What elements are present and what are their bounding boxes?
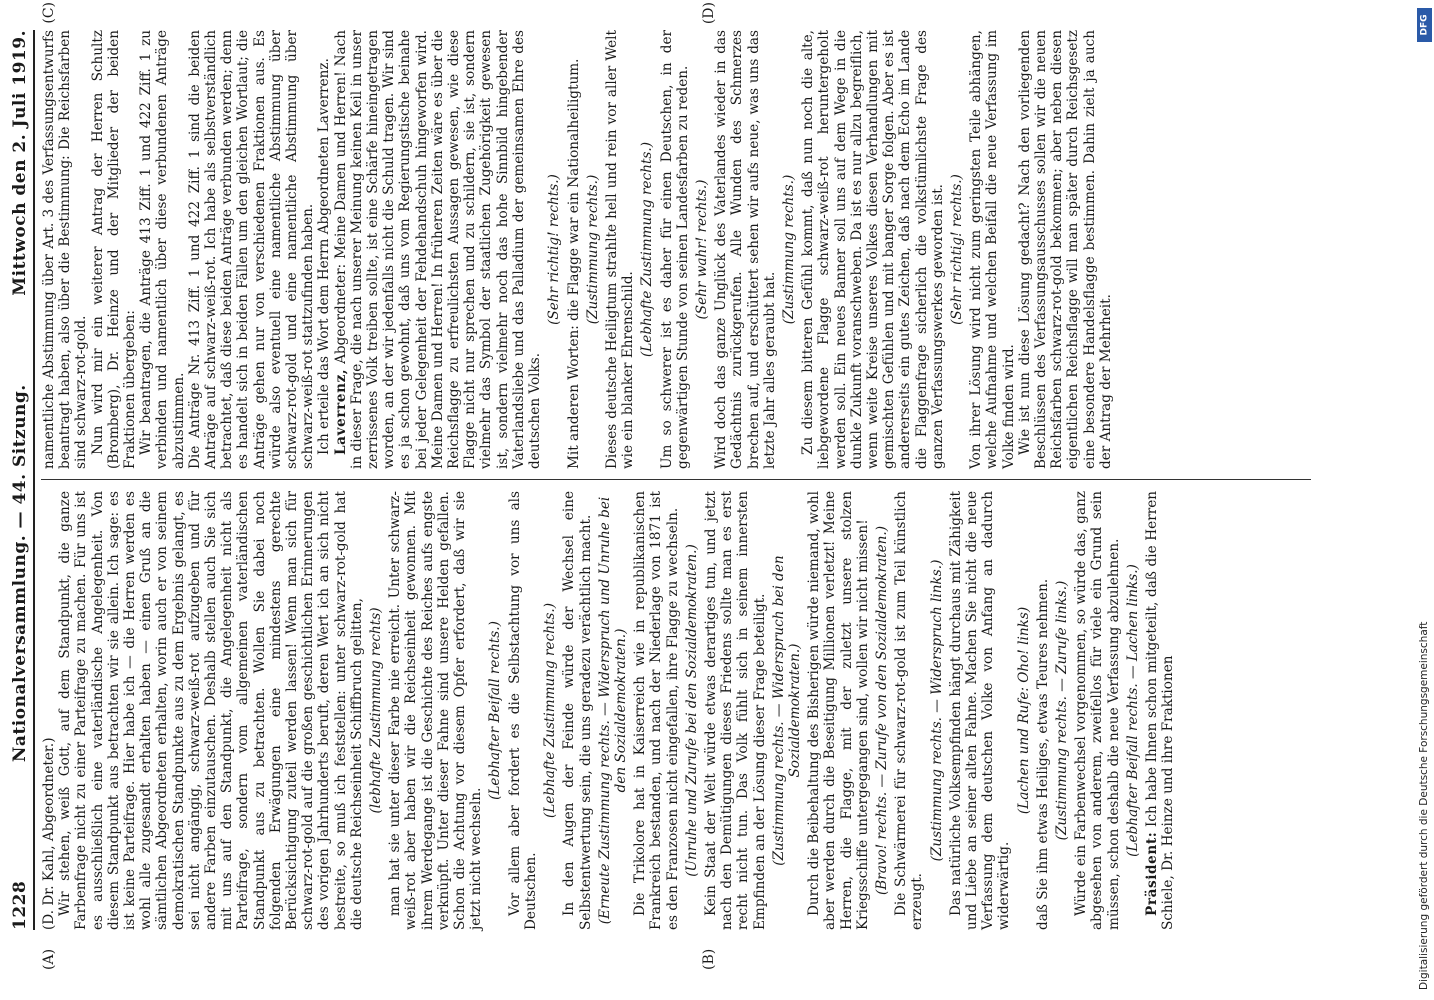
reaction: (Sehr richtig! rechts.) (948, 174, 965, 325)
paragraph: Die Trikolore hat in Kaiserreich wie in republikanischen Frankreich bestanden, und nach der Niederlage von 1871 ist es den Franzosen nicht eingefallen, ihre Flagge zu wechseln. (632, 491, 681, 930)
speaker-name: Präsident: (1144, 831, 1160, 916)
header-title-left: Nationalversammlung. — 44. Sitzung. (10, 384, 30, 763)
dfg-logo: DFG (1417, 8, 1432, 42)
speech-text: Ich habe Ihnen schon mitgeteilt, daß die Herren Schiele, Dr. Heinze und ihre Fraktionen (1144, 491, 1177, 930)
reaction: (Lebhafter Beifall rechts. — Lachen links.) (1124, 564, 1141, 857)
paragraph: Dieses deutsche Heiligtum strahlte hell und rein vor aller Welt wie ein blanker Ehrenschild. (603, 30, 637, 469)
paragraph: Zu diesem bitteren Gefühl kommt, daß nun noch die alte, liebgewordene Flagge schwarz-weiß-rot heruntergeholt werden soll. Ein neues Banner soll uns auf dem Wege in die dunkle Zukunft voranschweben. Da ist es nur allzu begreiflich, wenn weite Kreise unseres Volkes diesen Verhandlungen mit gemischten Gefühlen und mit banger Sorge folgen. Aber es ist andererseits ein gutes Zeichen, daß nach dem Echo im Lande die Flaggenfrage sicherlich die volkstümlichste Frage des ganzen Verfassungswerkes geworden ist. (800, 30, 946, 469)
reaction: (Lebhafte Zustimmung rechts.) (542, 602, 559, 819)
speaker-name: Laverrenz, (332, 368, 349, 455)
paragraph: Würde ein Farbenwechsel vorgenommen, so würde das, ganz abgesehen von anderem, zweifellos für viele ein Grund sein müssen, schon deshalb die neue Verfassung abzulehnen. (1073, 491, 1122, 930)
column-divider (41, 479, 1311, 480)
left-column (41, 491, 1311, 930)
paragraph-laverrenz (333, 30, 544, 469)
margin-marker-c: (C) (41, 2, 57, 24)
margin-marker-a: (A) (41, 948, 57, 970)
reaction: (Unruhe und Zurufe bei den Sozialdemokraten.) (683, 544, 700, 877)
paragraph: In den Augen der Feinde würde der Wechsel eine Selbstentwertung sein, die uns geradezu verächtlich macht. (561, 491, 594, 930)
reaction: (Zustimmung rechts.) (584, 174, 601, 325)
reaction: (Zustimmung rechts. — Zurufe links.) (1053, 580, 1070, 841)
paragraph: Mit anderen Worten: die Flagge war ein Nationalheiligtum. (565, 58, 582, 469)
paragraph: man hat sie unter dieser Farbe nie erreicht. Unter schwarz-weiß-rot aber haben wir die Reichseinheit gewonnen. Mit ihrem Werdegange ist die Geschichte des Reiches aufs engste verknüpft. Unter dieser Fahne sind unsere Helden gefallen. Schon die Achtung vor diesem Opfer erfordert, daß wir sie jetzt nicht wechseln. (387, 491, 485, 930)
paragraph: daß Sie ihm etwas Heiliges, etwas Teures nehmen. (1034, 578, 1051, 930)
reaction: (Erneute Zustimmung rechts. — Widerspruch und Unruhe bei den Sozialdemokraten.) (596, 496, 629, 925)
paragraph: Vor allem aber fordert es die Selbstachtung vor uns als Deutschen. (506, 491, 539, 930)
reaction: (Zustimmung rechts. — Widerspruch links.) (928, 559, 945, 862)
header-title-right: Mittwoch den 2. Juli 1919. (10, 30, 30, 296)
paragraph: Von ihrer Lösung wird nicht zum geringsten Teile abhängen, welche Aufnahme und welchen Beifall die neue Verfassung im Volke finden wird. (968, 30, 1017, 469)
reaction: (Sehr wahr! rechts.) (693, 179, 710, 320)
paragraph: namentliche Abstimmung über Art. 3 des Verfassungsentwurfs beantragt haben, also über die Bestimmung: Die Reichsfarben sind schwarz-rot-gold. (41, 30, 90, 469)
reaction: (Zustimmung rechts. — Widerspruch bei den Sozialdemokraten.) (770, 555, 803, 866)
paragraph-president (1144, 491, 1176, 930)
page-header (10, 30, 35, 930)
paragraph: Das natürliche Volksempfinden hängt durchaus mit Zähigkeit und Liebe an seiner alten Fahne. Machen Sie nicht die neue Verfassung dem deutschen Volke von Anfang an dadurch widerwärtig. (947, 491, 1013, 930)
page-number: 1228 (10, 880, 30, 930)
paragraph: Wird doch das ganze Unglück des Vaterlandes wieder in das Gedächtnis zurückgerufen. Alle Wunden des Schmerzes brechen auf, und erschüttert sehen wir aufs neue, was uns das letzte Jahr alles geraubt hat. (713, 30, 778, 469)
paragraph: Wir stehen, weiß Gott, auf dem Standpunkt, die ganze Farbenfrage nicht zu einer Parteifrage zu machen. Für uns ist es ausschließlich eine vaterländische Angelegenheit. Von diesem Standpunkt aus betrachten wir sie allein. Ich sage: es ist keine Parteifrage. Hier habe ich — die Herren werden es wohl alle zugesandt erhalten haben — einen Gruß an die sämtlichen Abgeordneten erhalten, worin auch er von seinem demokratischen Standpunkte aus zu dem Ergebnis gelangt, es sei nicht angängig, schwarz-weiß-rot aufzugeben und für andere Farben einzutauschen. Deshalb stellen auch Sie sich mit uns auf den Standpunkt, die Angelegenheit nicht als Parteifrage, sondern vom allgemeinen vaterländischen Standpunkt aus zu betrachten. Wollen Sie dabei noch folgenden Erwägungen eine mindestens gerechte Berücksichtigung zuteil werden lassen! Wenn man sich für schwarz-rot-gold auf die großen geschichtlichen Erinnerungen des vorigen Jahrhunderts beruft, deren Wert ich an sich nicht bestreite, so muß ich feststellen: unter schwarz-rot-gold hat die deutsche Reichseinheit Schiffbruch gelitten, (57, 491, 365, 930)
margin-marker-d: (D) (701, 2, 717, 25)
reaction: (lebhafte Zustimmung rechts) (368, 607, 385, 814)
paragraph: Durch die Beibehaltung des Bisherigen würde niemand, wohl aber werden durch die Beseitigung Millionen verletzt! Meine Herren, die Flagge, mit der zuletzt unsere stolzen Kriegsschiffe untergegangen sind, wollen wir nicht missen! (806, 491, 871, 930)
speaker-ref: (D. Dr. Kahl, Abgeordneter.) (41, 737, 57, 930)
paragraph: Die Schwärmerei für schwarz-rot-gold ist zum Teil künstlich erzeugt. (893, 491, 926, 930)
paragraph: Kein Staat der Welt würde etwas derartiges tun, und jetzt nach den Demütigungen dieses Friedens sollte man es erst recht nicht tun. Das Volk fühlt sich in seinem innersten Empfinden an der Lösung dieser Frage beteiligt. (702, 491, 768, 930)
margin-marker-b: (B) (701, 948, 717, 970)
reaction: (Sehr richtig! rechts.) (546, 174, 563, 325)
paragraph: Um so schwerer ist es daher für einen Deutschen, in der gegenwärtigen Stunde von seinen Landesfarben zu reden. (658, 30, 691, 469)
speech-text: Abgeordneter: Meine Damen und Herren! Nach in dieser Frage, die nach unserer Meinung keinen Keil in unser zerrissenes Volk treiben sollte, ist eine Schärfe hineingetragen worden, an der wir jedenfalls nicht die Schuld tragen. Wir sind es ja schon gewohnt, daß uns vom Regierungstische beinahe bei jeder Gelegenheit der Fehdehandschuh hingeworfen wird. Meine Damen und Herren! In früheren Zeiten wäre es über die Reichsflagge zu erfreulichsten Aussagen gewesen, wie diese Flagge nicht nur sprechen und zu schildern, sie ist, sondern vielmehr das Symbol der staatlichen Zugehörigkeit gewesen ist, sondern vielmehr noch das hohe Sinnbild hingebender Vaterlandsliebe und das Palladium der gemeinsamen Ehre des deutschen Volks. (332, 30, 544, 469)
motion-text: Wir beantragen, die Anträge 413 Ziff. 1 und 422 Ziff. 1 zu verbinden und namentlich über diese verbundenen Anträge abzustimmen. (138, 30, 187, 469)
reaction: (Lebhafter Beifall rechts.) (487, 621, 504, 800)
reaction: (Zustimmung rechts.) (780, 174, 797, 325)
paragraph: Wie ist nun diese Lösung gedacht? Nach den vorliegenden Beschlüssen des Verfassungsausschusses sollen wir die neuen Reichsfarben schwarz-rot-gold bekommen; aber neben diesen eigentlichen Reichsflagge will man später durch Reichsgesetz eine besondere Handelsflagge bestimmen. Dahin zielt ja auch der Antrag der Mehrheit. (1016, 30, 1114, 469)
reaction: (Bravo! rechts. — Zurufe von den Sozialdemokraten.) (873, 525, 890, 896)
paragraph: Nun wird mir ein weiterer Antrag der Herren Schultz (Bromberg), Dr. Heinze und der Mitglieder der beiden Fraktionen übergeben: (89, 30, 139, 469)
paragraph: Ich erteile das Wort dem Herrn Abgeordneten Laverrenz. (316, 58, 333, 455)
funding-note: Digitalisierung gefördert durch die Deutsche Forschungsgemeinschaft (1418, 621, 1430, 990)
paragraph: Die Anträge Nr. 413 Ziff. 1 und 422 Ziff. 1 sind die beiden Anträge auf schwarz-weiß-rot. Ich habe als selbstverständlich betrachtet, daß diese beiden Anträge verbunden werden; denn es handelt sich in beiden Fällen um den gleichen Wortlaut; die Anträge gehen nur von verschiedenen Fraktionen aus. Es würde also eventuell eine namentliche Abstimmung über schwarz-rot-gold und eine namentliche Abstimmung über schwarz-weiß-rot stattzufinden haben. (186, 30, 317, 469)
reaction: (Lachen und Rufe: Oho! links) (1015, 606, 1032, 815)
right-column (41, 30, 1311, 469)
reaction: (Lebhafte Zustimmung rechts.) (639, 141, 656, 358)
text-columns (41, 2, 1311, 970)
